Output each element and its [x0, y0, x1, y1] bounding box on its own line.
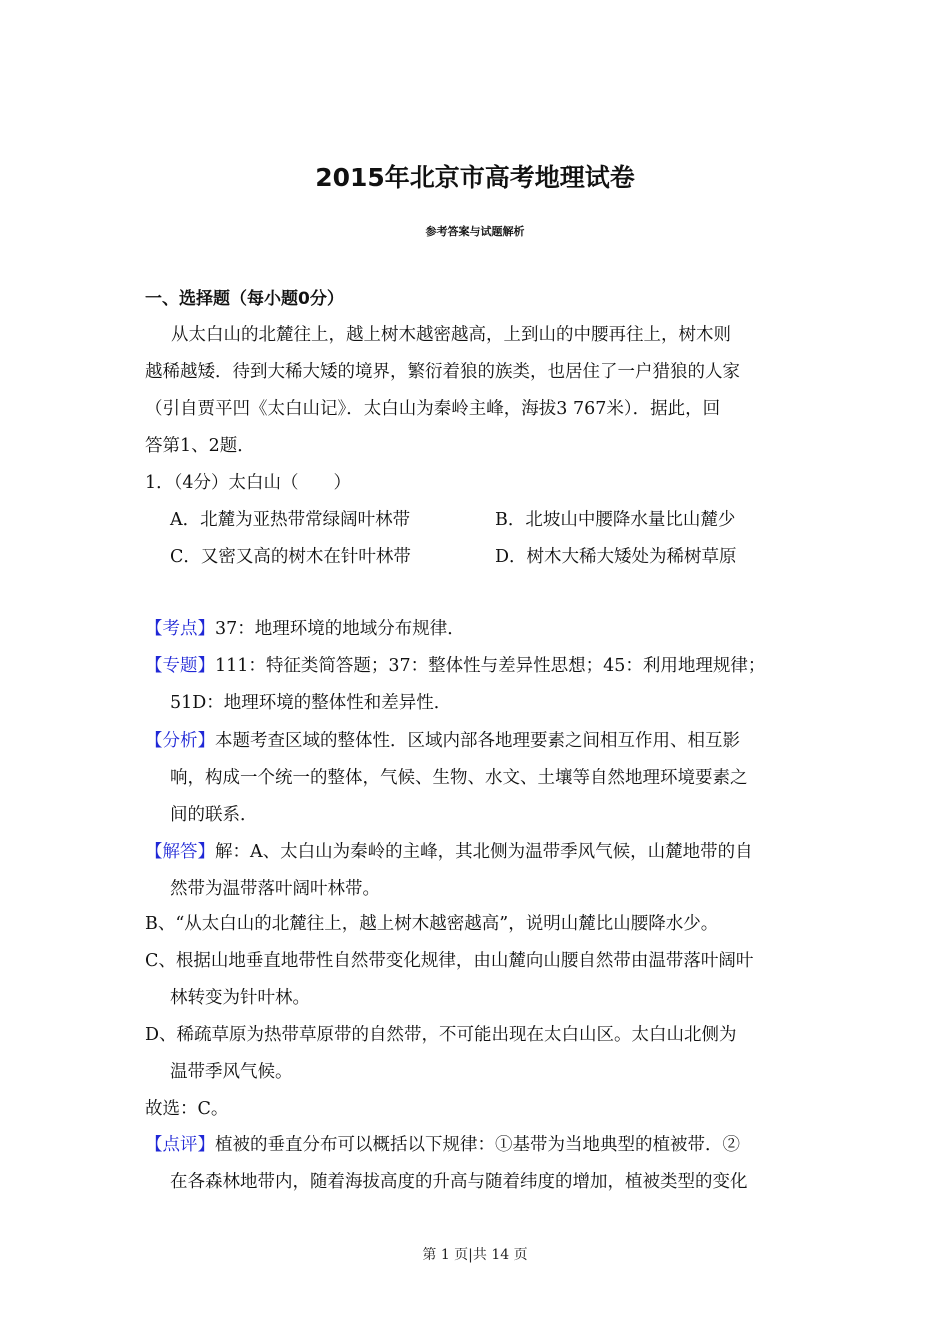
page-title: 2015年北京市高考地理试卷 — [315, 163, 635, 192]
jieda-line — [145, 840, 753, 864]
kaodian-tag: 【考点】 — [145, 619, 215, 639]
jieda-text: 解：A、太白山为秦岭的主峰，其北侧为温带季风气候，山麓地带的自 — [215, 842, 753, 862]
passage-line: 从太白山的北麓往上，越上树木越密越高，上到山的中腰再往上，树木则 — [171, 325, 731, 345]
dianping-line — [145, 1133, 740, 1157]
answer-b-line: B、“从太白山的北麓往上，越上树木越密越高”，说明山麓比山腰降水少。 — [145, 914, 719, 934]
dianping-line-2: 在各森林地带内，随着海拔高度的升高与随着纬度的增加，植被类型的变化 — [170, 1172, 748, 1192]
zhuanti-tag: 【专题】 — [145, 656, 215, 676]
option-d: D．树木大稀大矮处为稀树草原 — [495, 547, 737, 567]
answer-c-line-2: 林转变为针叶林。 — [170, 988, 310, 1008]
passage-line: 答第1、2题． — [145, 436, 255, 456]
fenxi-tag: 【分析】 — [145, 731, 215, 751]
page-subtitle: 参考答案与试题解析 — [425, 225, 525, 238]
passage-line: 越稀越矮．待到大稀大矮的境界，繁衍着狼的族类，也居住了一户猎狼的人家 — [145, 362, 740, 382]
kaodian-text: 37：地理环境的地域分布规律． — [215, 619, 465, 639]
question-stem: 1．（4分）太白山（ ） — [145, 473, 352, 493]
fenxi-text: 本题考查区域的整体性．区域内部各地理要素之间相互作用、相互影 — [215, 731, 740, 751]
section-heading: 一、选择题（每小题0分） — [145, 289, 344, 309]
final-answer: 故选：C。 — [145, 1099, 229, 1119]
page-footer: 第 1 页|共 14 页 — [422, 1247, 528, 1263]
answer-d-line: D、稀疏草原为热带草原带的自然带，不可能出现在太白山区。太白山北侧为 — [145, 1025, 737, 1045]
zhuanti-line — [145, 654, 765, 678]
option-b: B．北坡山中腰降水量比山麓少 — [495, 510, 736, 530]
fenxi-line-3: 间的联系． — [170, 805, 258, 825]
zhuanti-line-2: 51D：地理环境的整体性和差异性． — [170, 693, 452, 713]
passage-line: （引自贾平凹《太白山记》．太白山为秦岭主峰，海拔3 767米）．据此，回 — [145, 399, 721, 419]
answer-c-line: C、根据山地垂直地带性自然带变化规律，由山麓向山腰自然带由温带落叶阔叶 — [145, 951, 754, 971]
zhuanti-text: 111：特征类简答题；37：整体性与差异性思想；45：利用地理规律； — [215, 656, 766, 676]
dianping-tag: 【点评】 — [145, 1135, 215, 1155]
dianping-text: 植被的垂直分布可以概括以下规律：①基带为当地典型的植被带．② — [215, 1135, 740, 1155]
kaodian-line — [145, 617, 465, 641]
jieda-line-2: 然带为温带落叶阔叶林带。 — [170, 879, 380, 899]
fenxi-line-2: 响，构成一个统一的整体，气候、生物、水文、土壤等自然地理环境要素之 — [170, 768, 748, 788]
option-c: C．又密又高的树木在针叶林带 — [170, 547, 411, 567]
jieda-tag: 【解答】 — [145, 842, 215, 862]
answer-d-line-2: 温带季风气候。 — [170, 1062, 293, 1082]
fenxi-line — [145, 729, 740, 753]
option-a: A．北麓为亚热带常绿阔叶林带 — [170, 510, 411, 530]
